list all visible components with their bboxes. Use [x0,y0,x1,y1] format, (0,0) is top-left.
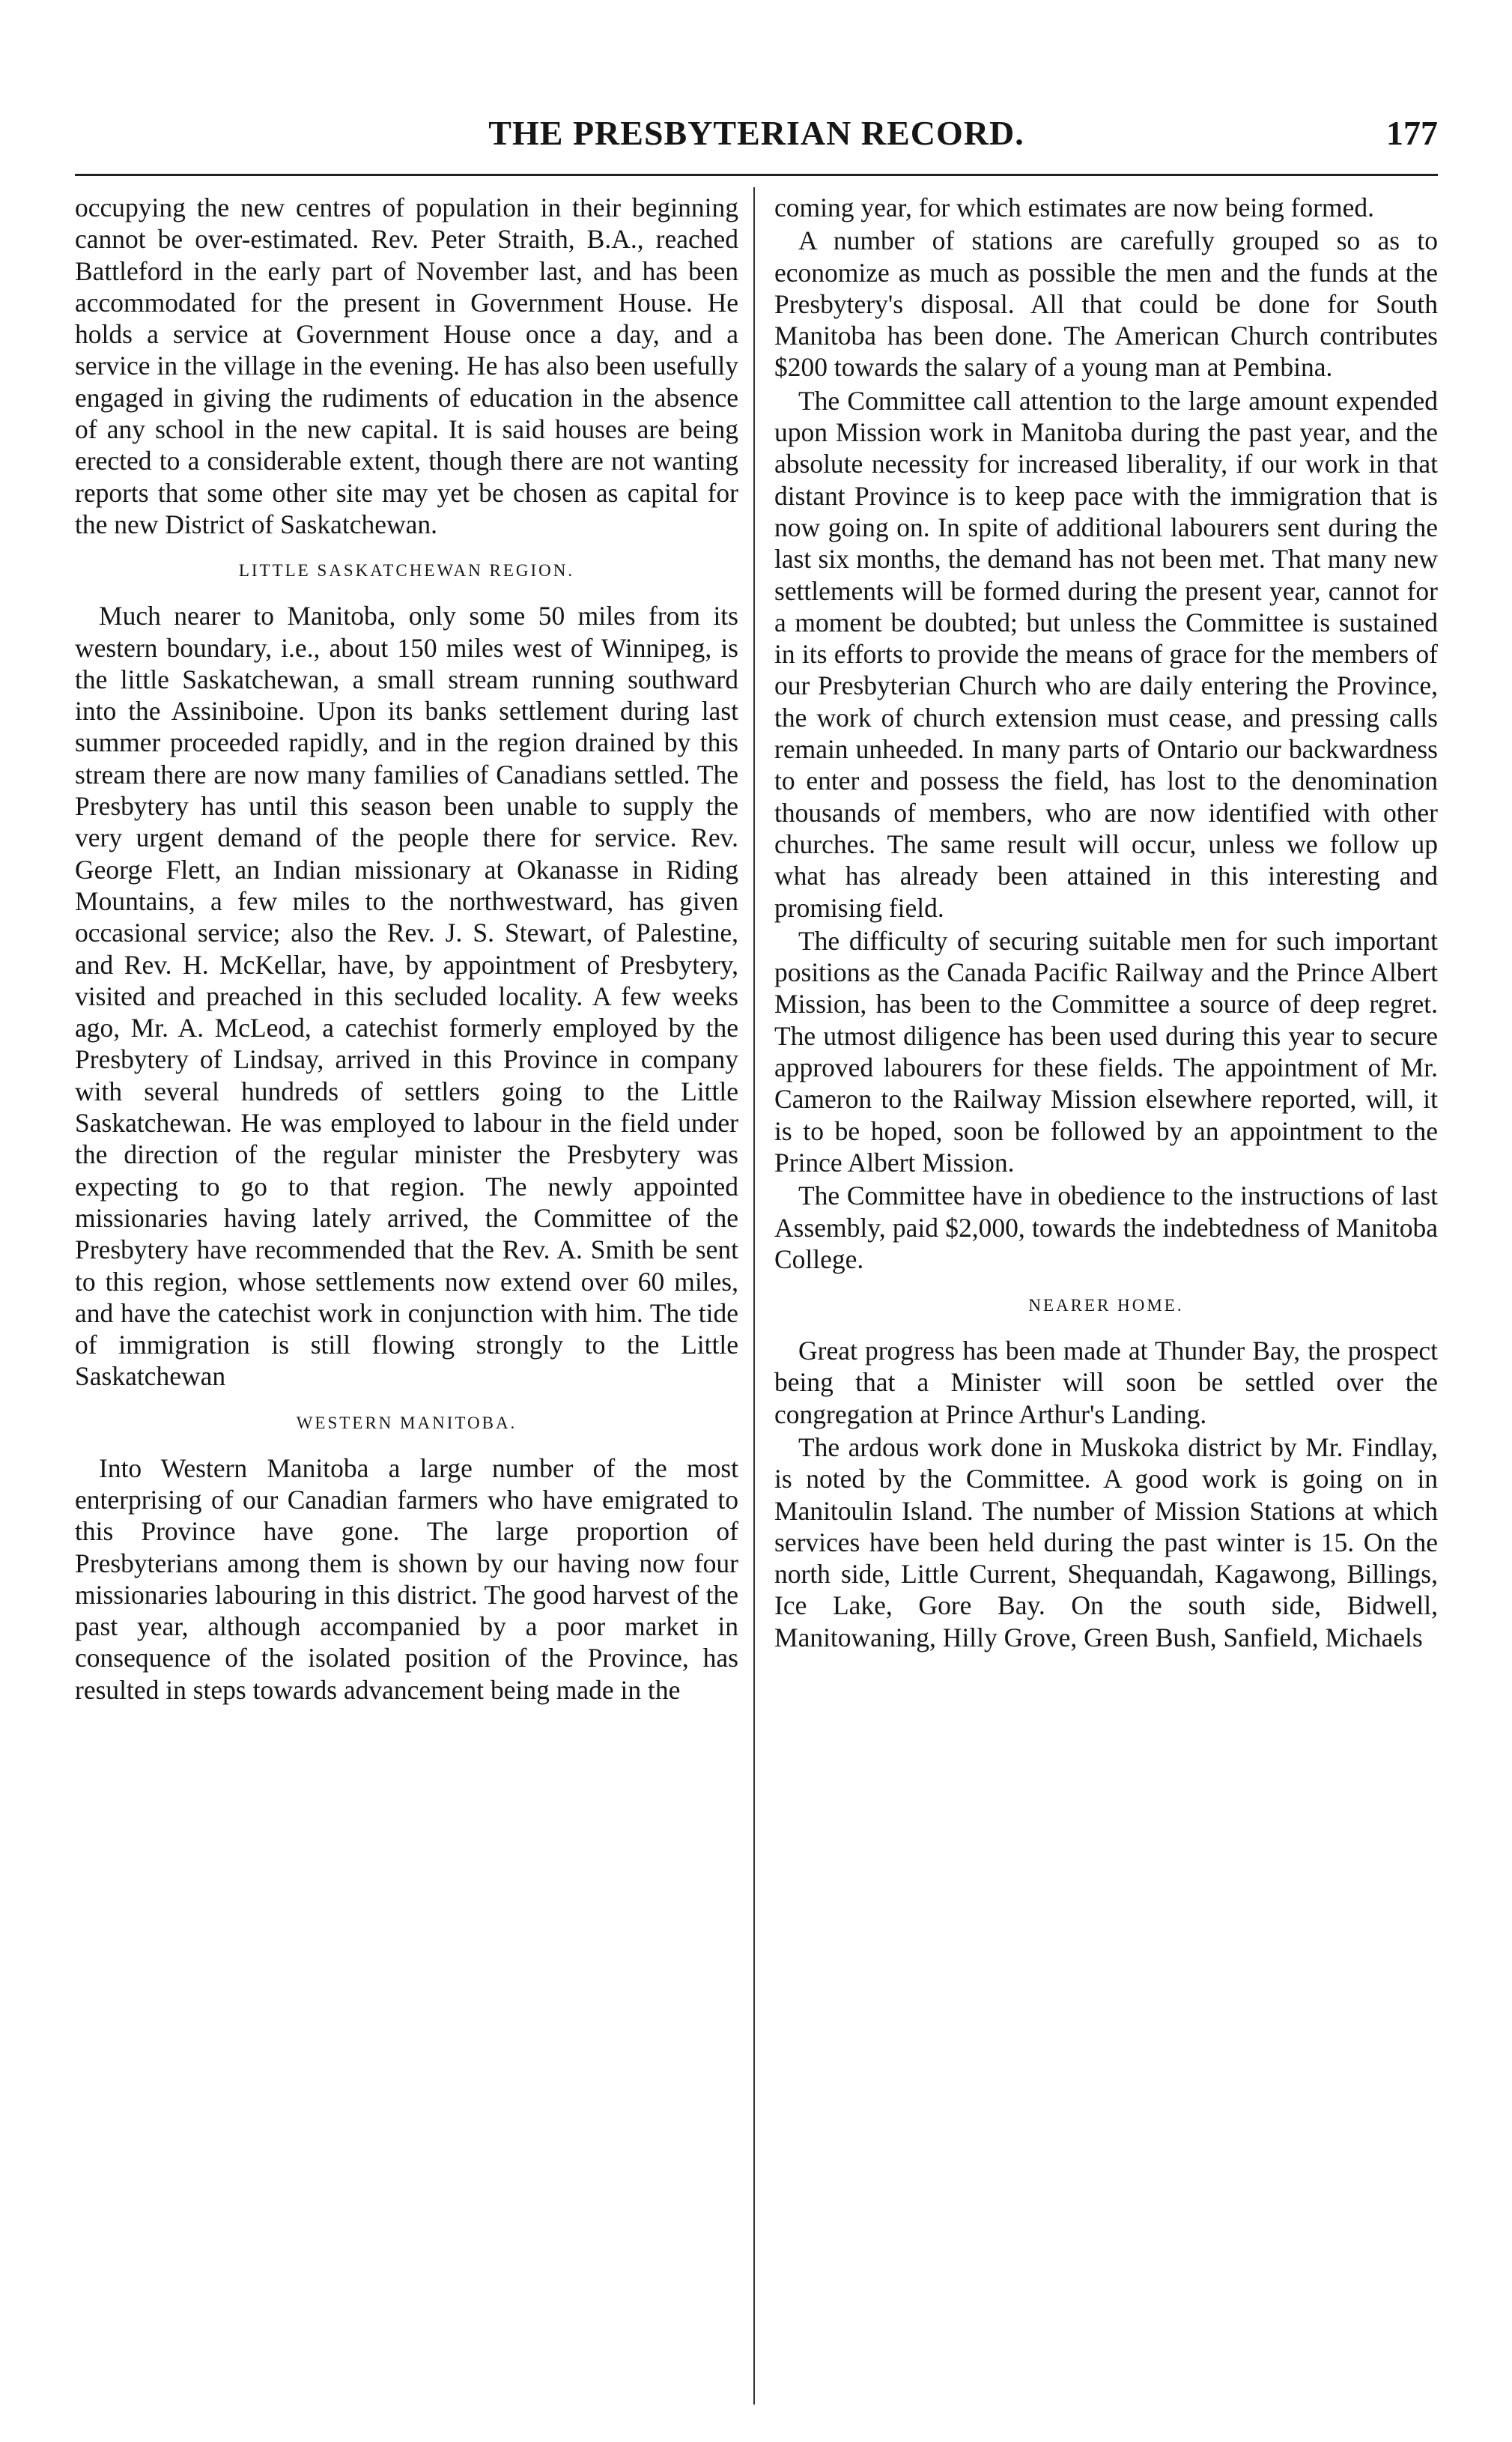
paragraph: occupying the new centres of population in their beginning cannot be over-estimated. Rev. Peter Straith, B.A., reached Battleford in the early part of November last, and has been accommodated for the present in Government House. He holds a service at Government House once a day, and a service in the village in the evening. He has also been usefully engaged in giving the rudiments of education in the absence of any school in the new capital. It is said houses are being erected to a considerable extent, though there are not wanting reports that some other site may yet be chosen as capital for the new District of Saskatchewan. [75,193,738,539]
paragraph: The Committee have in obedience to the instructions of last Assembly, paid $2,000, towards the indebtedness of Manitoba College. [774,1181,1438,1274]
paragraph: Into Western Manitoba a large number of the most enterprising of our Canadian farmers who have emigrated to this Province have gone. The large proportion of Presbyterians among them is shown by our having now four missionaries labouring in this district. The good harvest of the past year, although accompanied by a poor market in consequence of the isolated position of the Province, has resulted in steps towards advancement being made in the [75,1452,738,1705]
paragraph: Much nearer to Manitoba, only some 50 miles from its western boundary, i.e., about 150 miles west of Winnipeg, is the little Saskatchewan, a small stream running southward into the Assiniboine. Upon its banks settlement during last summer proceeded rapidly, and in the region drained by this stream there are now many families of Canadians settled. The Presbytery has until this season been unable to supply the very urgent demand of the people there for service. Rev. George Flett, an Indian missionary at Okanasse in Riding Mountains, a few miles to the northwestward, has given occasional service; also the Rev. J. S. Stewart, of Palestine, and Rev. H. McKellar, have, by appointment of Presbytery, visited and preached in this secluded locality. A few weeks ago, Mr. A. McLeod, a catechist formerly employed by the Presbytery of Lindsay, arrived in this Province in company with several hundreds of settlers going to the Little Saskatchewan. He was employed to labour in the field under the direction of the regular minister the Presbytery was expecting to go to that region. The newly appointed missionaries having lately arrived, the Committee of the Presbytery have recommended that the Rev. A. Smith be sent to this region, whose settlements now extend over 60 miles, and have the catechist work in conjunction with him. The tide of immigration is still flowing strongly to the Little Saskatchewan [75,601,738,1392]
right-column [774,192,1438,2409]
paragraph: Great progress has been made at Thunder Bay, the prospect being that a Minister will soon be settled over the congregation at Prince Arthur's Landing. [774,1336,1438,1429]
page-number: 177 [1386,114,1438,152]
column-divider [753,187,755,2405]
paragraph: coming year, for which estimates are now being formed. [774,193,1375,222]
section-heading: LITTLE SASKATCHEWAN REGION. [238,561,575,581]
section-heading: NEARER HOME. [1028,1296,1184,1315]
paragraph: A number of stations are carefully grouped so as to economize as much as possible the men and the funds at the Presbytery's disposal. All that could be done for South Manitoba has been done. The American Church contributes $200 towards the salary of a young man at Pembina. [774,225,1438,383]
page-header [75,111,1438,163]
paragraph: The Committee call attention to the large amount expended upon Mission work in Manitoba during the past year, and the absolute necessity for increased liberality, if our work in that distant Province is to keep pace with the immigration that is now going on. In spite of additional labourers sent during the last six months, the demand has not been met. That many new settlements will be formed during the present year, cannot for a moment be doubted; but unless the Committee is sustained in its efforts to provide the means of grace for the members of our Presbyterian Church who are daily entering the Province, the work of church extension must cease, and pressing calls remain unheeded. In many parts of Ontario our backwardness to enter and possess the field, has lost to the denomination thousands of members, who are now identified with other churches. The same result will occur, unless we follow up what has already been attained in this interesting and promising field. [774,385,1438,923]
paragraph: The ardous work done in Muskoka district by Mr. Findlay, is noted by the Committee. A good work is going on in Manitoulin Island. The number of Mission Stations at which services have been held during the past winter is 15. On the north side, Little Current, Shequandah, Kagawong, Billings, Ice Lake, Gore Bay. On the south side, Bidwell, Manitowaning, Hilly Grove, Green Bush, Sanfield, Michaels [774,1431,1438,1652]
section-heading: WESTERN MANITOBA. [296,1413,517,1432]
running-title: THE PRESBYTERIAN RECORD. [488,114,1024,152]
header-rule [75,174,1438,176]
paragraph: The difficulty of securing suitable men for such important positions as the Canada Pacific Railway and the Prince Albert Mission, has been to the Committee a source of deep regret. The utmost diligence has been used during this year to secure approved labourers for these fields. The appointment of Mr. Cameron to the Railway Mission elsewhere reported, will, it is to be hoped, soon be followed by an appointment to the Prince Albert Mission. [774,925,1438,1178]
left-column [75,192,738,2409]
